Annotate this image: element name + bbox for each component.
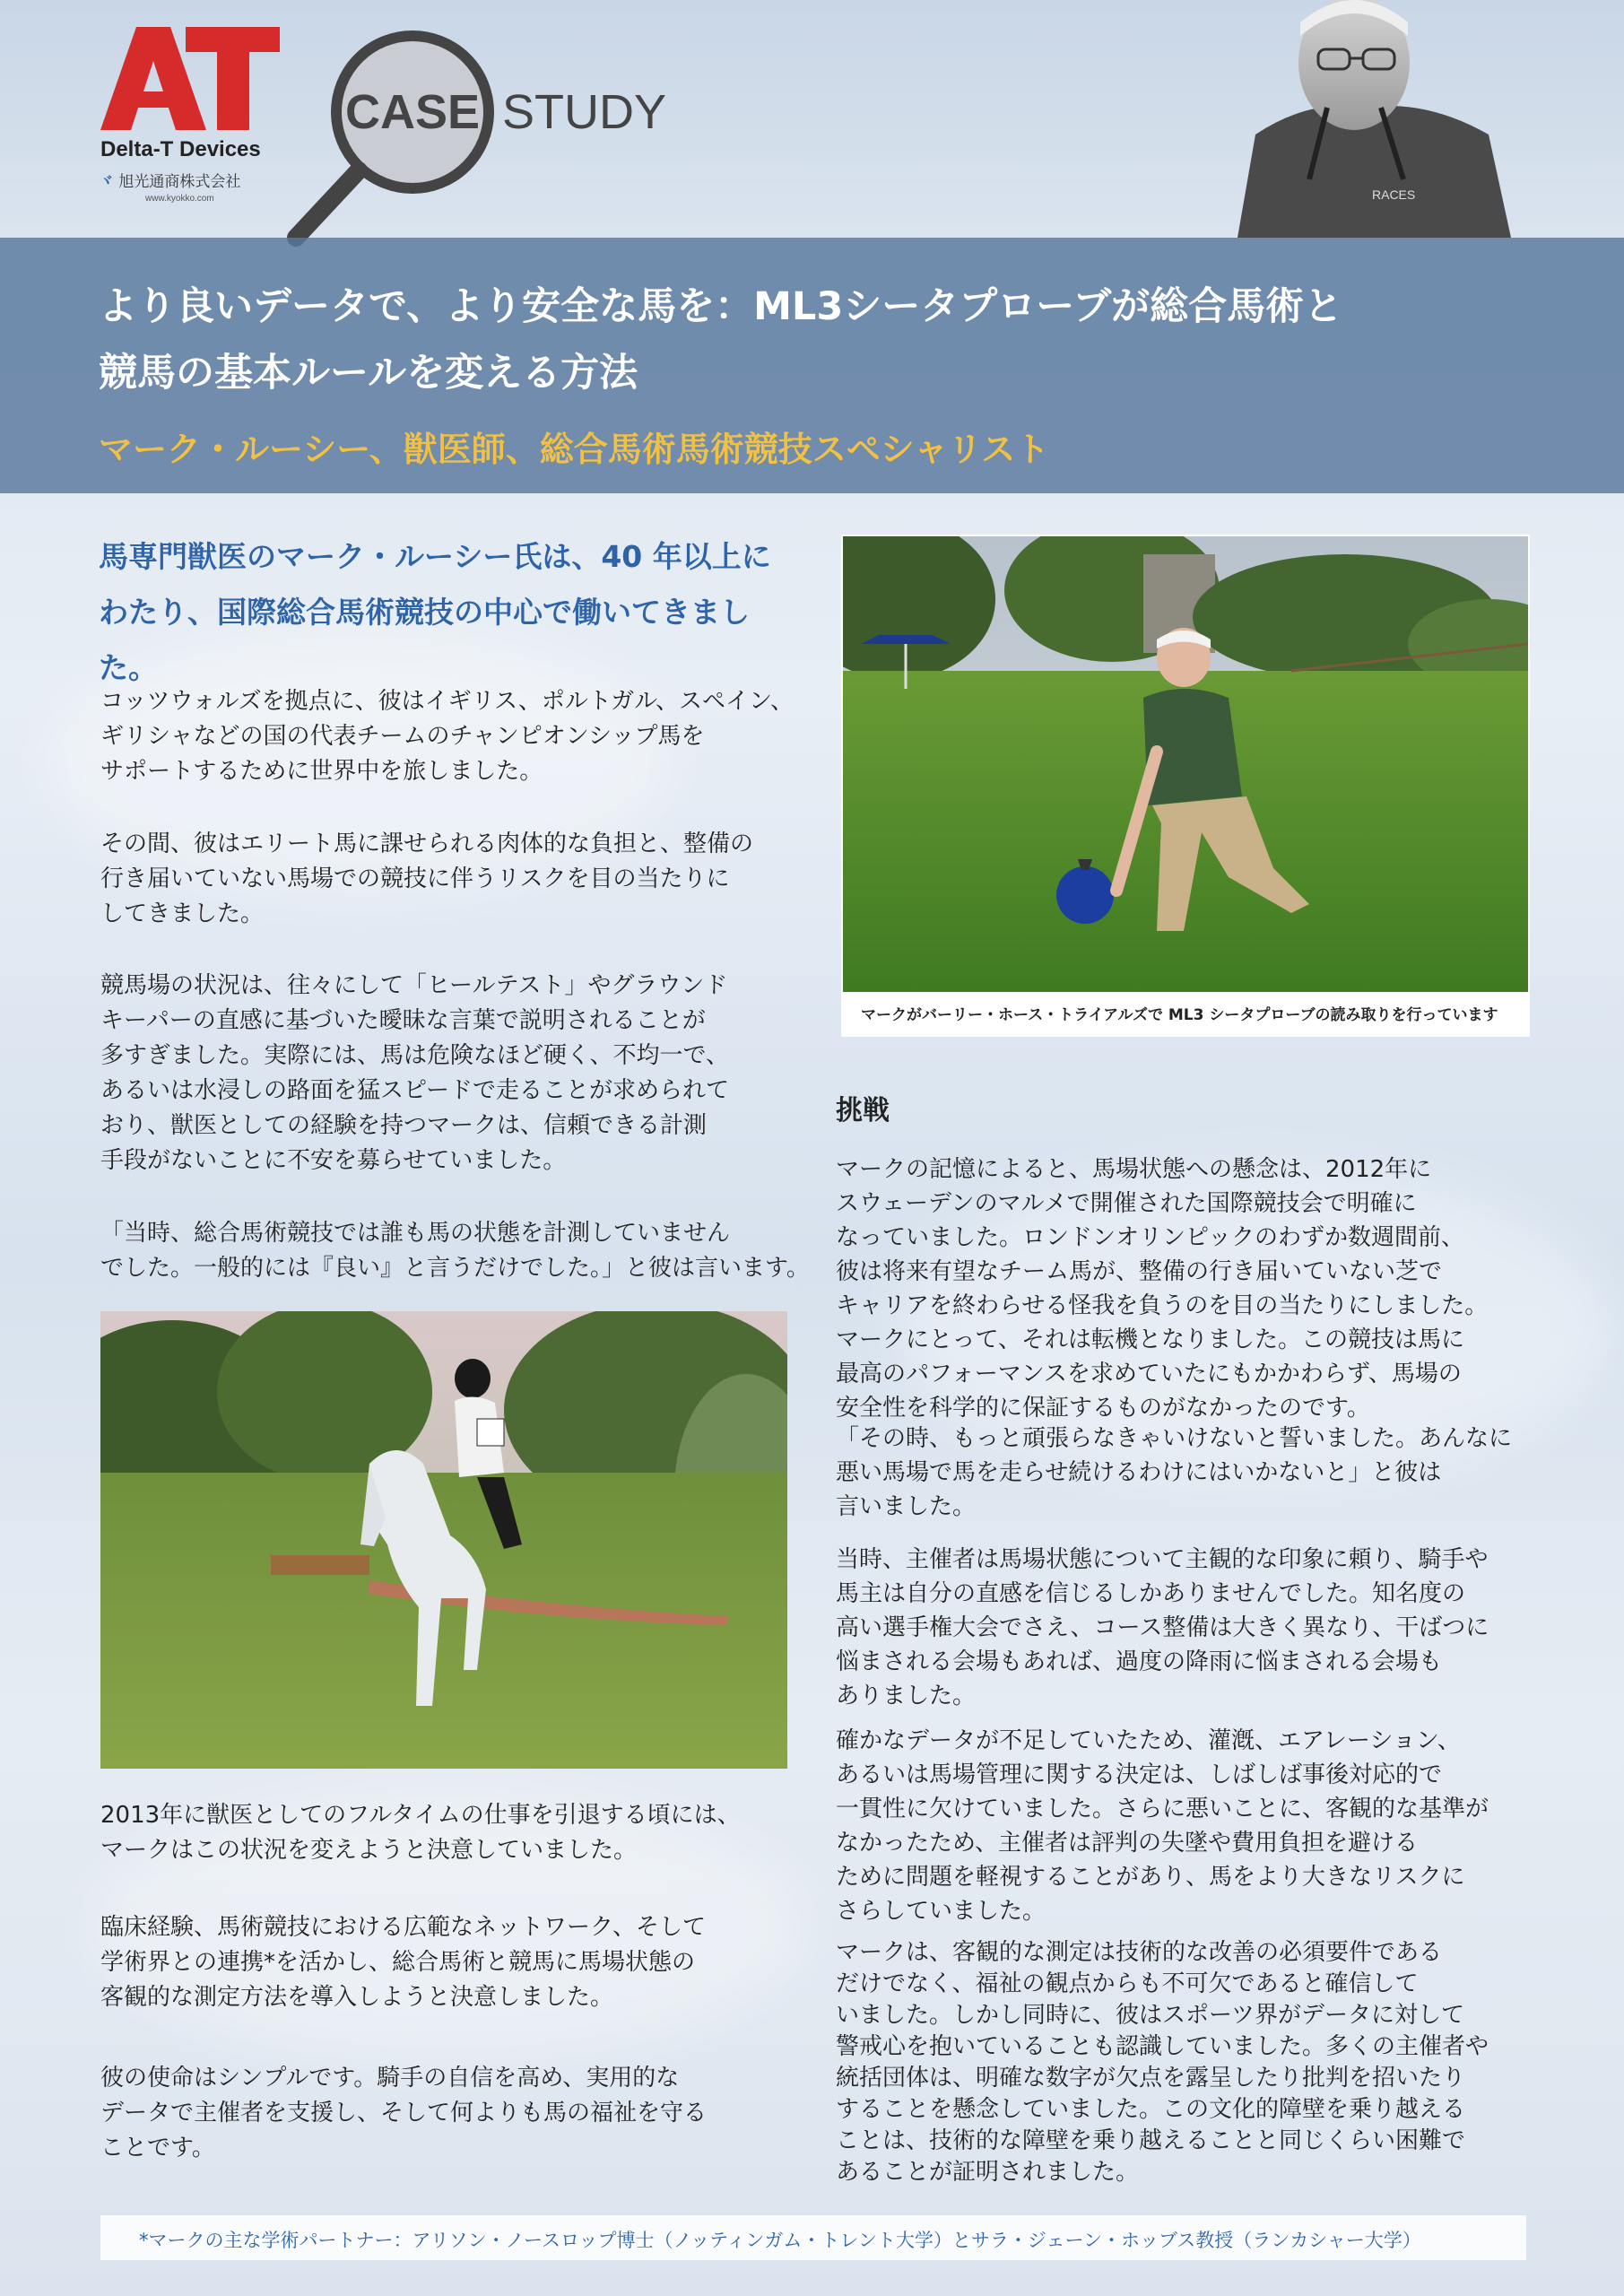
text-line: 確かなデータが不足していたため、灌漑、エアレーション、 bbox=[836, 1727, 1461, 1754]
text-line: なかったため、主催者は評判の失墜や費用負担を避ける bbox=[836, 1830, 1418, 1857]
study-label: STUDY bbox=[502, 85, 667, 139]
text-line: してきました。 bbox=[100, 900, 265, 927]
text-line: 学術界との連携*を活かし、総合馬術と競馬に馬場状態の bbox=[100, 1949, 696, 1976]
body-paragraph bbox=[836, 1543, 1553, 1713]
text-line: 馬主は自分の直感を信じるしかありませんでした。知名度の bbox=[836, 1580, 1466, 1607]
text-line: ギリシャなどの国の代表チームのチャンピオンシップ馬を bbox=[100, 723, 705, 750]
text-line: 「当時、総合馬術競技では誰も馬の状態を計測していません bbox=[100, 1220, 731, 1247]
text-line: いました。しかし同時に、彼はスポーツ界がデータに対して bbox=[836, 2002, 1464, 2029]
text-line: でした。一般的には『良い』と言うだけでした。」と彼は言います。 bbox=[100, 1255, 810, 1282]
body-paragraph bbox=[100, 1798, 818, 1868]
text-line: ことは、技術的な障壁を乗り越えることと同じくらい困難で bbox=[836, 2127, 1466, 2154]
partner-name-text: 旭光通商株式会社 bbox=[118, 173, 241, 191]
body-paragraph bbox=[100, 969, 809, 1178]
text-line: 統括団体は、明確な数字が欠点を露呈したり批判を招いたり bbox=[836, 2065, 1466, 2092]
body-paragraph bbox=[100, 827, 809, 932]
text-line: さらしていました。 bbox=[836, 1898, 1046, 1925]
case-label: CASE bbox=[344, 85, 481, 139]
photo-caption: マークがバーリー・ホース・トライアルズで ML3 シータプローブの読み取りを行っています bbox=[861, 1006, 1498, 1024]
text-line: ありました。 bbox=[836, 1683, 977, 1709]
text-line: 客観的な測定方法を導入しようと決意しました。 bbox=[100, 1984, 614, 2011]
body-paragraph bbox=[100, 1910, 818, 2015]
text-line: データで主催者を支援し、そして何よりも馬の福祉を守る bbox=[100, 2100, 708, 2126]
lead-line: 馬専門獣医のマーク・ルーシー氏は、40 年以上に bbox=[99, 539, 771, 574]
text-line: 当時、主催者は馬場状態について主観的な印象に頼り、騎手や bbox=[836, 1546, 1489, 1573]
text-line: 競馬場の状況は、往々にして「ヒールテスト」やグラウンド bbox=[100, 972, 728, 999]
text-line: あることが証明されました。 bbox=[836, 2159, 1140, 2186]
text-line: コッツウォルズを拠点に、彼はイギリス、ポルトガル、スペイン、 bbox=[100, 688, 794, 715]
text-line: 高い選手権大会でさえ、コース整備は大きく異なり、干ばつに bbox=[836, 1614, 1489, 1641]
portrait-photo bbox=[1202, 0, 1524, 238]
title-line: 競馬の基本ルールを変える方法 bbox=[99, 351, 638, 396]
text-line: 「その時、もっと頑張らなきゃいけないと誓いました。あんなに bbox=[836, 1425, 1513, 1452]
text-line: キャリアを終わらせる怪我を負うのを目の当たりにしました。 bbox=[836, 1292, 1489, 1319]
text-line: その間、彼はエリート馬に課せられる肉体的な負担と、整備の bbox=[100, 831, 754, 857]
text-line: あるいは馬場管理に関する決定は、しばしば事後対応的で bbox=[836, 1761, 1443, 1788]
text-line: だけでなく、福祉の観点からも不可欠であると確信して bbox=[836, 1970, 1419, 1997]
text-line: 行き届いていない馬場での競技に伴うリスクを目の当たりに bbox=[100, 865, 730, 892]
text-line: 最高のパフォーマンスを求めていたにもかかわらず、馬場の bbox=[836, 1361, 1462, 1387]
quote-paragraph bbox=[100, 1216, 818, 1286]
lead-line: わたり、国際総合馬術競技の中心で働いてきました。 bbox=[99, 595, 750, 685]
partner-name bbox=[99, 169, 240, 191]
text-line: することを懸念していました。この文化的障壁を乗り越える bbox=[836, 2096, 1466, 2123]
text-line: 臨床経験、馬術競技における広範なネットワーク、そして bbox=[100, 1914, 706, 1941]
text-line: マークの記憶によると、馬場状態への懸念は、2012年に bbox=[836, 1156, 1432, 1183]
text-line: 悪い馬場で馬を走らせ続けるわけにはいかないと」と彼は bbox=[836, 1459, 1442, 1486]
body-paragraph bbox=[100, 684, 809, 789]
partner-url: www.kyokko.com bbox=[145, 194, 214, 204]
lead-paragraph bbox=[99, 529, 798, 696]
text-line: あるいは水浸しの路面を猛スピードで走ることが求められて bbox=[100, 1077, 729, 1104]
text-line: マークにとって、それは転機となりました。この競技は馬に bbox=[836, 1326, 1464, 1353]
text-line: 一貫性に欠けていました。さらに悪いことに、客観的な基準が bbox=[836, 1796, 1489, 1822]
text-line: 多すぎました。実際には、馬は危険なほど硬く、不均一で、 bbox=[100, 1042, 729, 1069]
body-paragraph bbox=[836, 1724, 1553, 1928]
text-line: スウェーデンのマルメで開催された国際競技会で明確に bbox=[836, 1190, 1417, 1217]
text-line: ことです。 bbox=[100, 2135, 215, 2161]
kyokko-mark-icon: ヾ bbox=[99, 173, 114, 191]
section-heading-challenge: 挑戦 bbox=[836, 1095, 890, 1126]
text-line: サポートするために世界中を旅しました。 bbox=[100, 758, 543, 785]
page-title bbox=[99, 274, 1551, 406]
title-line: より良いデータで、より安全な馬を：ML3シータプローブが総合馬術と bbox=[99, 284, 1343, 329]
page-subtitle: マーク・ルーシー、獣医師、総合馬術馬術競技スペシャリスト bbox=[99, 430, 1050, 469]
text-line: マークはこの状況を変えようと決意していました。 bbox=[100, 1837, 638, 1864]
text-line: 悩まされる会場もあれば、過度の降雨に悩まされる会場も bbox=[836, 1648, 1443, 1675]
footnote: *マークの主な学術パートナー：アリソン・ノースロップ博士（ノッティンガム・トレント大学）とサラ・ジェーン・ホッブス教授（ランカシャー大学） bbox=[139, 2230, 1421, 2251]
text-line: 彼の使命はシンプルです。騎手の自信を高め、実用的な bbox=[100, 2065, 680, 2092]
text-line: 2013年に獣医としてのフルタイムの仕事を引退する頃には、 bbox=[100, 1802, 741, 1829]
body-paragraph bbox=[836, 1152, 1553, 1425]
text-line: 警戒心を抱いていることも認識していました。多くの主催者や bbox=[836, 2033, 1489, 2060]
text-line: 彼は将来有望なチーム馬が、整備の行き届いていない芝で bbox=[836, 1258, 1443, 1285]
text-line: ために問題を軽視することがあり、馬をより大きなリスクに bbox=[836, 1864, 1465, 1891]
quote-paragraph bbox=[836, 1422, 1553, 1524]
text-line: なっていました。ロンドンオリンピックのわずか数週間前、 bbox=[836, 1224, 1464, 1251]
text-line: 手段がないことに不安を募らせていました。 bbox=[100, 1147, 567, 1174]
delta-t-logo-icon bbox=[100, 27, 280, 130]
text-line: マークは、客観的な測定は技術的な改善の必須要件である bbox=[836, 1939, 1443, 1966]
text-line: おり、獣医としての経験を持つマークは、信頼できる計測 bbox=[100, 1112, 708, 1139]
text-line: キーパーの直感に基づいた曖昧な言葉で説明されることが bbox=[100, 1007, 706, 1034]
horse-jumping-photo bbox=[100, 1311, 787, 1769]
text-line: 言いました。 bbox=[836, 1493, 977, 1520]
case-study-magnifier-icon bbox=[278, 27, 699, 251]
body-paragraph bbox=[836, 1937, 1553, 2188]
header bbox=[0, 0, 1624, 238]
text-line: 安全性を科学的に保証するものがなかったのです。 bbox=[836, 1395, 1370, 1422]
badge-text: RACES bbox=[1372, 187, 1416, 202]
company-name: Delta-T Devices bbox=[100, 137, 261, 161]
probe-measurement-photo bbox=[843, 536, 1528, 992]
body-paragraph bbox=[100, 2061, 818, 2166]
